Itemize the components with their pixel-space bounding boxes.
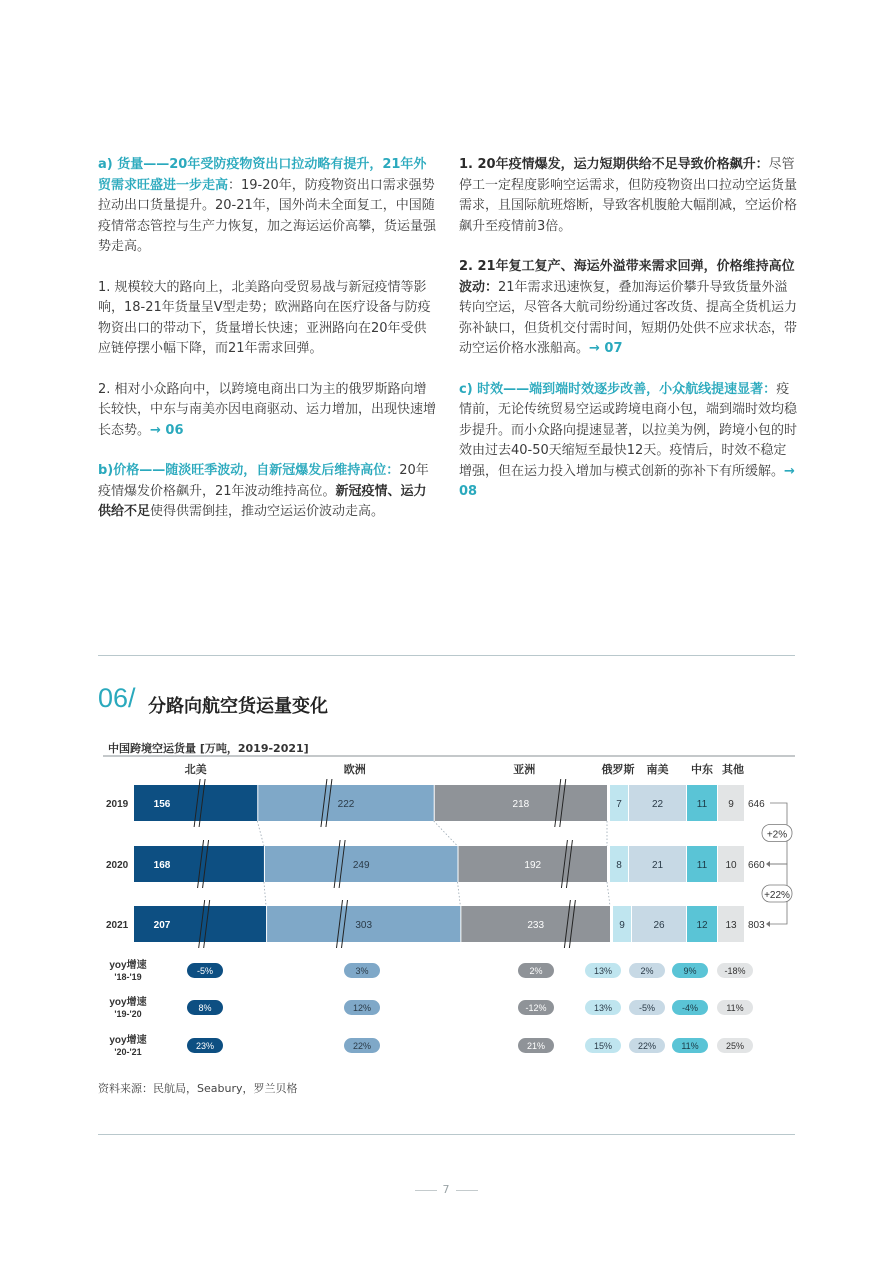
change-arrow <box>766 861 770 867</box>
row-total: 660 <box>748 860 765 871</box>
bar-value-label: 21 <box>651 860 664 871</box>
growth-pill-label: -5% <box>196 966 214 976</box>
legend-label: 其他 <box>722 764 744 776</box>
figure-ref-07[interactable]: → 07 <box>589 341 623 356</box>
legend-label: 北美 <box>184 764 207 776</box>
bar-value-label: 7 <box>616 799 622 810</box>
bar-value-label: 192 <box>524 860 542 871</box>
bar-value-label: 12 <box>696 920 708 931</box>
figure-title: 分路向航空货运量变化 <box>148 696 328 717</box>
growth-pill-label: 23% <box>195 1041 215 1051</box>
connector-line <box>257 821 264 846</box>
growth-pill-label: 11% <box>681 1041 699 1051</box>
bar-value-label: 156 <box>153 799 171 810</box>
row-total: 803 <box>748 920 765 931</box>
bar-value-label: 207 <box>153 920 171 931</box>
page-number: 7 <box>442 1183 450 1196</box>
growth-row-label: yoy增速 <box>109 960 147 971</box>
connector-line <box>434 821 458 846</box>
growth-pill-label: -4% <box>681 1003 699 1013</box>
growth-pill-label: 8% <box>198 1003 212 1013</box>
growth-pill-label: -18% <box>724 966 746 976</box>
growth-pill-label: 2% <box>529 966 543 976</box>
section-c: c) 时效——端到端时效逐步改善，小众航线提速显著：疫情前，无论传统贸易空运或跨境电商小包，端到端时效均稳步提升。而小众路向提速显著，以拉美为例，跨境小包的时效由过去40-50天缩短至最快12天。疫情后，时效不稳定增强，但在运力投入增加与模式创新的弥补下有所缓解。→ 08 <box>459 381 798 499</box>
bar-value-label: 11 <box>696 860 708 871</box>
figure-ref-08[interactable]: → 08 <box>459 463 795 499</box>
bar-value-label: 9 <box>728 799 734 810</box>
section-a-body: ：19-20年，防疫物资出口需求强势拉动出口货量提升。20-21年，国外尚未全面复工，中国随疫情常态管控与生产力恢复，加之海运运价高攀，货运量强势走高。 <box>98 177 437 254</box>
bar-value-label: 10 <box>725 860 737 871</box>
bar-value-label: 249 <box>352 860 370 871</box>
bar-value-label: 168 <box>153 860 171 871</box>
right-paragraph-1: 1. 20年疫情爆发，运力短期供给不足导致价格飙升：尽管停工一定程度影响空运需求，但防疫物资出口拉动空运货量需求，且国际航班熔断，导致客机腹舱大幅削减，空运价格飙升至疫情前3倍。 <box>459 157 798 234</box>
section-a-heading: a) 货量——20年受防疫物资出口拉动略有提升，21年外贸需求旺盛进一步走高 <box>98 157 427 193</box>
bar-value-label: 218 <box>512 799 530 810</box>
connector-line <box>607 882 610 906</box>
connector-line <box>458 882 461 906</box>
paragraph-2: 2. 相对小众路向中，以跨境电商出口为主的俄罗斯路向增长较快，中东与南美亦因电商驱动、运力增加，出现快速增长态势。→ 06 <box>98 381 437 438</box>
right-paragraph-2: 2. 21年复工复产、海运外溢带来需求回弹，价格维持高位波动：21年需求迅速恢复，叠加海运价攀升导致货量外溢转向空运，尽管各大航司纷纷通过客改货、提高全货机运力弥补缺口，但货机交付需时间，短期仍处供不应求状态，带动空运价格水涨船高。→ 07 <box>459 259 798 356</box>
bar-value-label: 13 <box>725 920 737 931</box>
year-label: 2021 <box>106 920 129 931</box>
change-arrow <box>766 921 770 927</box>
change-badge-label: +2% <box>766 829 788 841</box>
page-footer <box>0 1183 892 1196</box>
legend-label: 南美 <box>646 764 669 776</box>
growth-pill-label: 11% <box>726 1003 744 1013</box>
year-label: 2019 <box>106 799 129 810</box>
bar-value-label: 22 <box>651 799 664 810</box>
growth-pill-label: -12% <box>525 1003 547 1013</box>
divider-bottom <box>98 1134 795 1135</box>
growth-pill-label: 2% <box>640 966 654 976</box>
growth-row-period: '20-'21 <box>114 1047 142 1057</box>
chart-title: 中国跨境空运货量 [万吨，2019-2021] <box>108 742 309 755</box>
growth-pill-label: 15% <box>593 1041 613 1051</box>
legend-label: 中东 <box>691 764 713 776</box>
section-c-heading: c) 时效——端到端时效逐步改善，小众航线提速显著： <box>459 381 777 397</box>
bar-value-label: 8 <box>616 860 622 871</box>
figure-number: 06/ <box>98 683 136 713</box>
row-total: 646 <box>748 799 765 810</box>
growth-row-label: yoy增速 <box>109 1035 147 1046</box>
year-label: 2020 <box>106 860 129 871</box>
bar-value-label: 233 <box>527 920 545 931</box>
growth-pill-label: -5% <box>638 1003 656 1013</box>
section-b-heading: b)价格——随淡旺季波动，自新冠爆发后维持高位： <box>98 463 400 478</box>
change-badge-label: +22% <box>764 890 790 901</box>
legend-label: 欧洲 <box>343 764 366 776</box>
bar-value-label: 9 <box>619 920 625 931</box>
legend-label: 亚洲 <box>513 764 536 776</box>
bar-value-label: 222 <box>337 799 355 810</box>
bar-value-label: 303 <box>355 920 373 931</box>
paragraph-1: 1. 规模较大的路向上，北美路向受贸易战与新冠疫情等影响，18-21年货量呈V型走势；欧洲路向在医疗设备与防疫物资出口的带动下，货量增长快速；亚洲路向在20年受供应链停摆小幅下降，而21年需求回弹。 <box>98 279 431 356</box>
growth-row-period: '19-'20 <box>114 1009 142 1019</box>
figure-ref-06[interactable]: → 06 <box>150 422 184 438</box>
growth-pill-label: 25% <box>725 1041 745 1051</box>
growth-pill-label: 3% <box>355 966 369 976</box>
growth-pill-label: 9% <box>683 966 697 976</box>
bar-value-label: 11 <box>696 799 708 810</box>
section-b: b)价格——随淡旺季波动，自新冠爆发后维持高位：20年疫情爆发价格飙升，21年波动维持高位。新冠疫情、运力供给不足使得供需倒挂，推动空运运价波动走高。 <box>98 463 429 519</box>
bar-value-label: 26 <box>653 920 665 931</box>
growth-pill-label: 13% <box>593 966 613 976</box>
growth-pill-label: 13% <box>593 1003 613 1013</box>
growth-row-label: yoy增速 <box>109 997 147 1008</box>
growth-pill-label: 12% <box>352 1003 372 1013</box>
source-note: 资料来源：民航局，Seabury，罗兰贝格 <box>98 1082 298 1095</box>
connector-line <box>264 882 266 906</box>
legend-label: 俄罗斯 <box>601 764 635 776</box>
growth-pill-label: 22% <box>352 1041 372 1051</box>
growth-pill-label: 22% <box>637 1041 657 1051</box>
growth-row-period: '18-'19 <box>114 972 142 982</box>
growth-pill-label: 21% <box>526 1041 546 1051</box>
